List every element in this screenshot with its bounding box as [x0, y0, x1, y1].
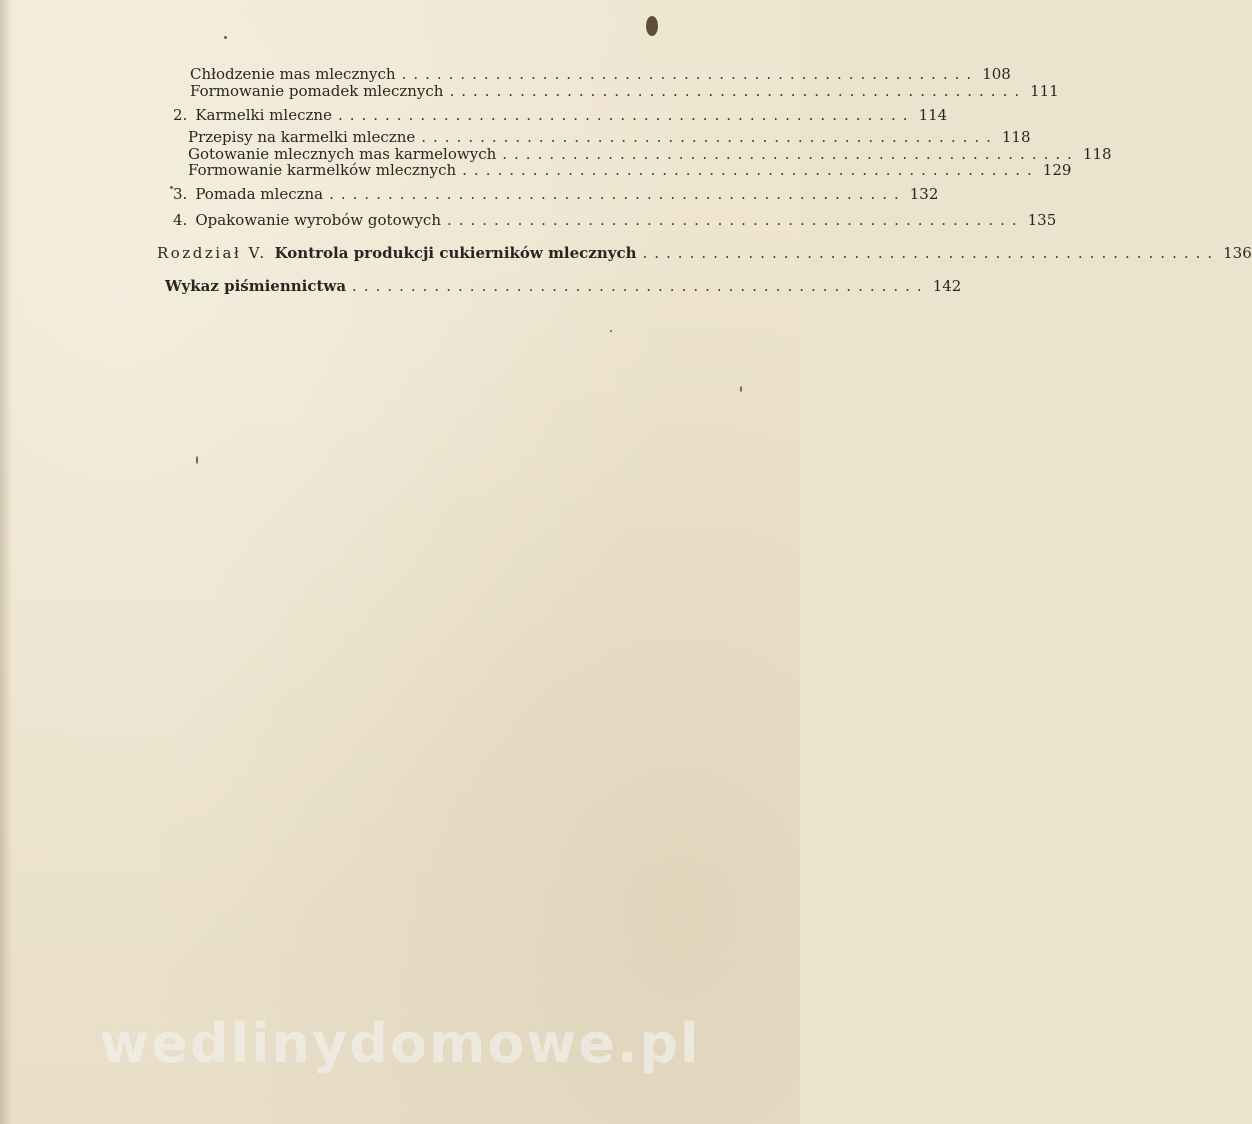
toc-entry — [188, 161, 1072, 179]
toc-entry-label: Chłodzenie mas mlecznych — [190, 65, 396, 83]
chapter-entry — [157, 244, 1252, 262]
toc-entry-page: 129 — [1042, 161, 1072, 179]
toc-entry-page: 135 — [1027, 211, 1057, 229]
toc-entry-page: 114 — [918, 106, 948, 124]
toc-entry — [190, 65, 1011, 83]
leader-dots: ................................................. — [449, 82, 1027, 100]
paper-speck — [740, 386, 742, 392]
toc-entry-number: 4. — [173, 211, 188, 229]
leader-dots: ................................................. — [421, 128, 998, 146]
chapter-title: Kontrola produkcji cukierników mlecznych — [274, 244, 637, 262]
toc-entry — [173, 211, 1057, 229]
paper-speck — [196, 456, 198, 464]
paper-speck — [224, 36, 227, 39]
paper-stain — [646, 16, 658, 36]
toc-entry-page: 118 — [1082, 145, 1112, 163]
toc-entry-number: 2. — [173, 106, 188, 124]
toc-entry-label: Pomada mleczna — [195, 185, 324, 203]
toc-entry — [190, 82, 1059, 100]
toc-entry — [173, 106, 948, 124]
toc-entry-label: Przepisy na karmelki mleczne — [188, 128, 416, 146]
leader-dots: ................................................. — [642, 244, 1220, 262]
site-watermark: wedlinydomowe.pl — [99, 1012, 701, 1075]
leader-dots: ................................................. — [462, 161, 1039, 179]
toc-entry-number: 3. — [173, 185, 188, 203]
toc-entry — [173, 185, 939, 203]
chapter-prefix: Rozdział V. — [157, 244, 267, 262]
leader-dots: ................................................. — [446, 211, 1024, 229]
leader-dots: ................................................. — [352, 277, 929, 295]
bibliography-label: Wykaz piśmiennictwa — [165, 277, 347, 295]
bibliography-entry — [165, 277, 962, 295]
page-edge-shadow — [0, 0, 12, 1124]
paper-speck — [610, 330, 612, 332]
toc-entry-label: Karmelki mleczne — [195, 106, 332, 124]
leader-dots: ................................................. — [502, 145, 1079, 163]
toc-entry-label: Formowanie karmelków mlecznych — [188, 161, 457, 179]
toc-entry-label: Opakowanie wyrobów gotowych — [195, 211, 441, 229]
toc-entry — [188, 145, 1112, 163]
toc-entry-label: Gotowanie mlecznych mas karmelowych — [188, 145, 497, 163]
toc-entry-page: 108 — [982, 65, 1011, 83]
toc-entry — [188, 128, 1031, 146]
toc-entry-page: 132 — [909, 185, 939, 203]
toc-entry-page: 111 — [1030, 82, 1059, 100]
bibliography-page: 142 — [932, 277, 962, 295]
leader-dots: ................................................. — [401, 65, 979, 83]
leader-dots: ................................................. — [329, 185, 906, 203]
toc-entry-label: Formowanie pomadek mlecznych — [190, 82, 444, 100]
chapter-page: 136 — [1223, 244, 1252, 262]
leader-dots: ................................................. — [337, 106, 915, 124]
toc-entry-page: 118 — [1001, 128, 1031, 146]
